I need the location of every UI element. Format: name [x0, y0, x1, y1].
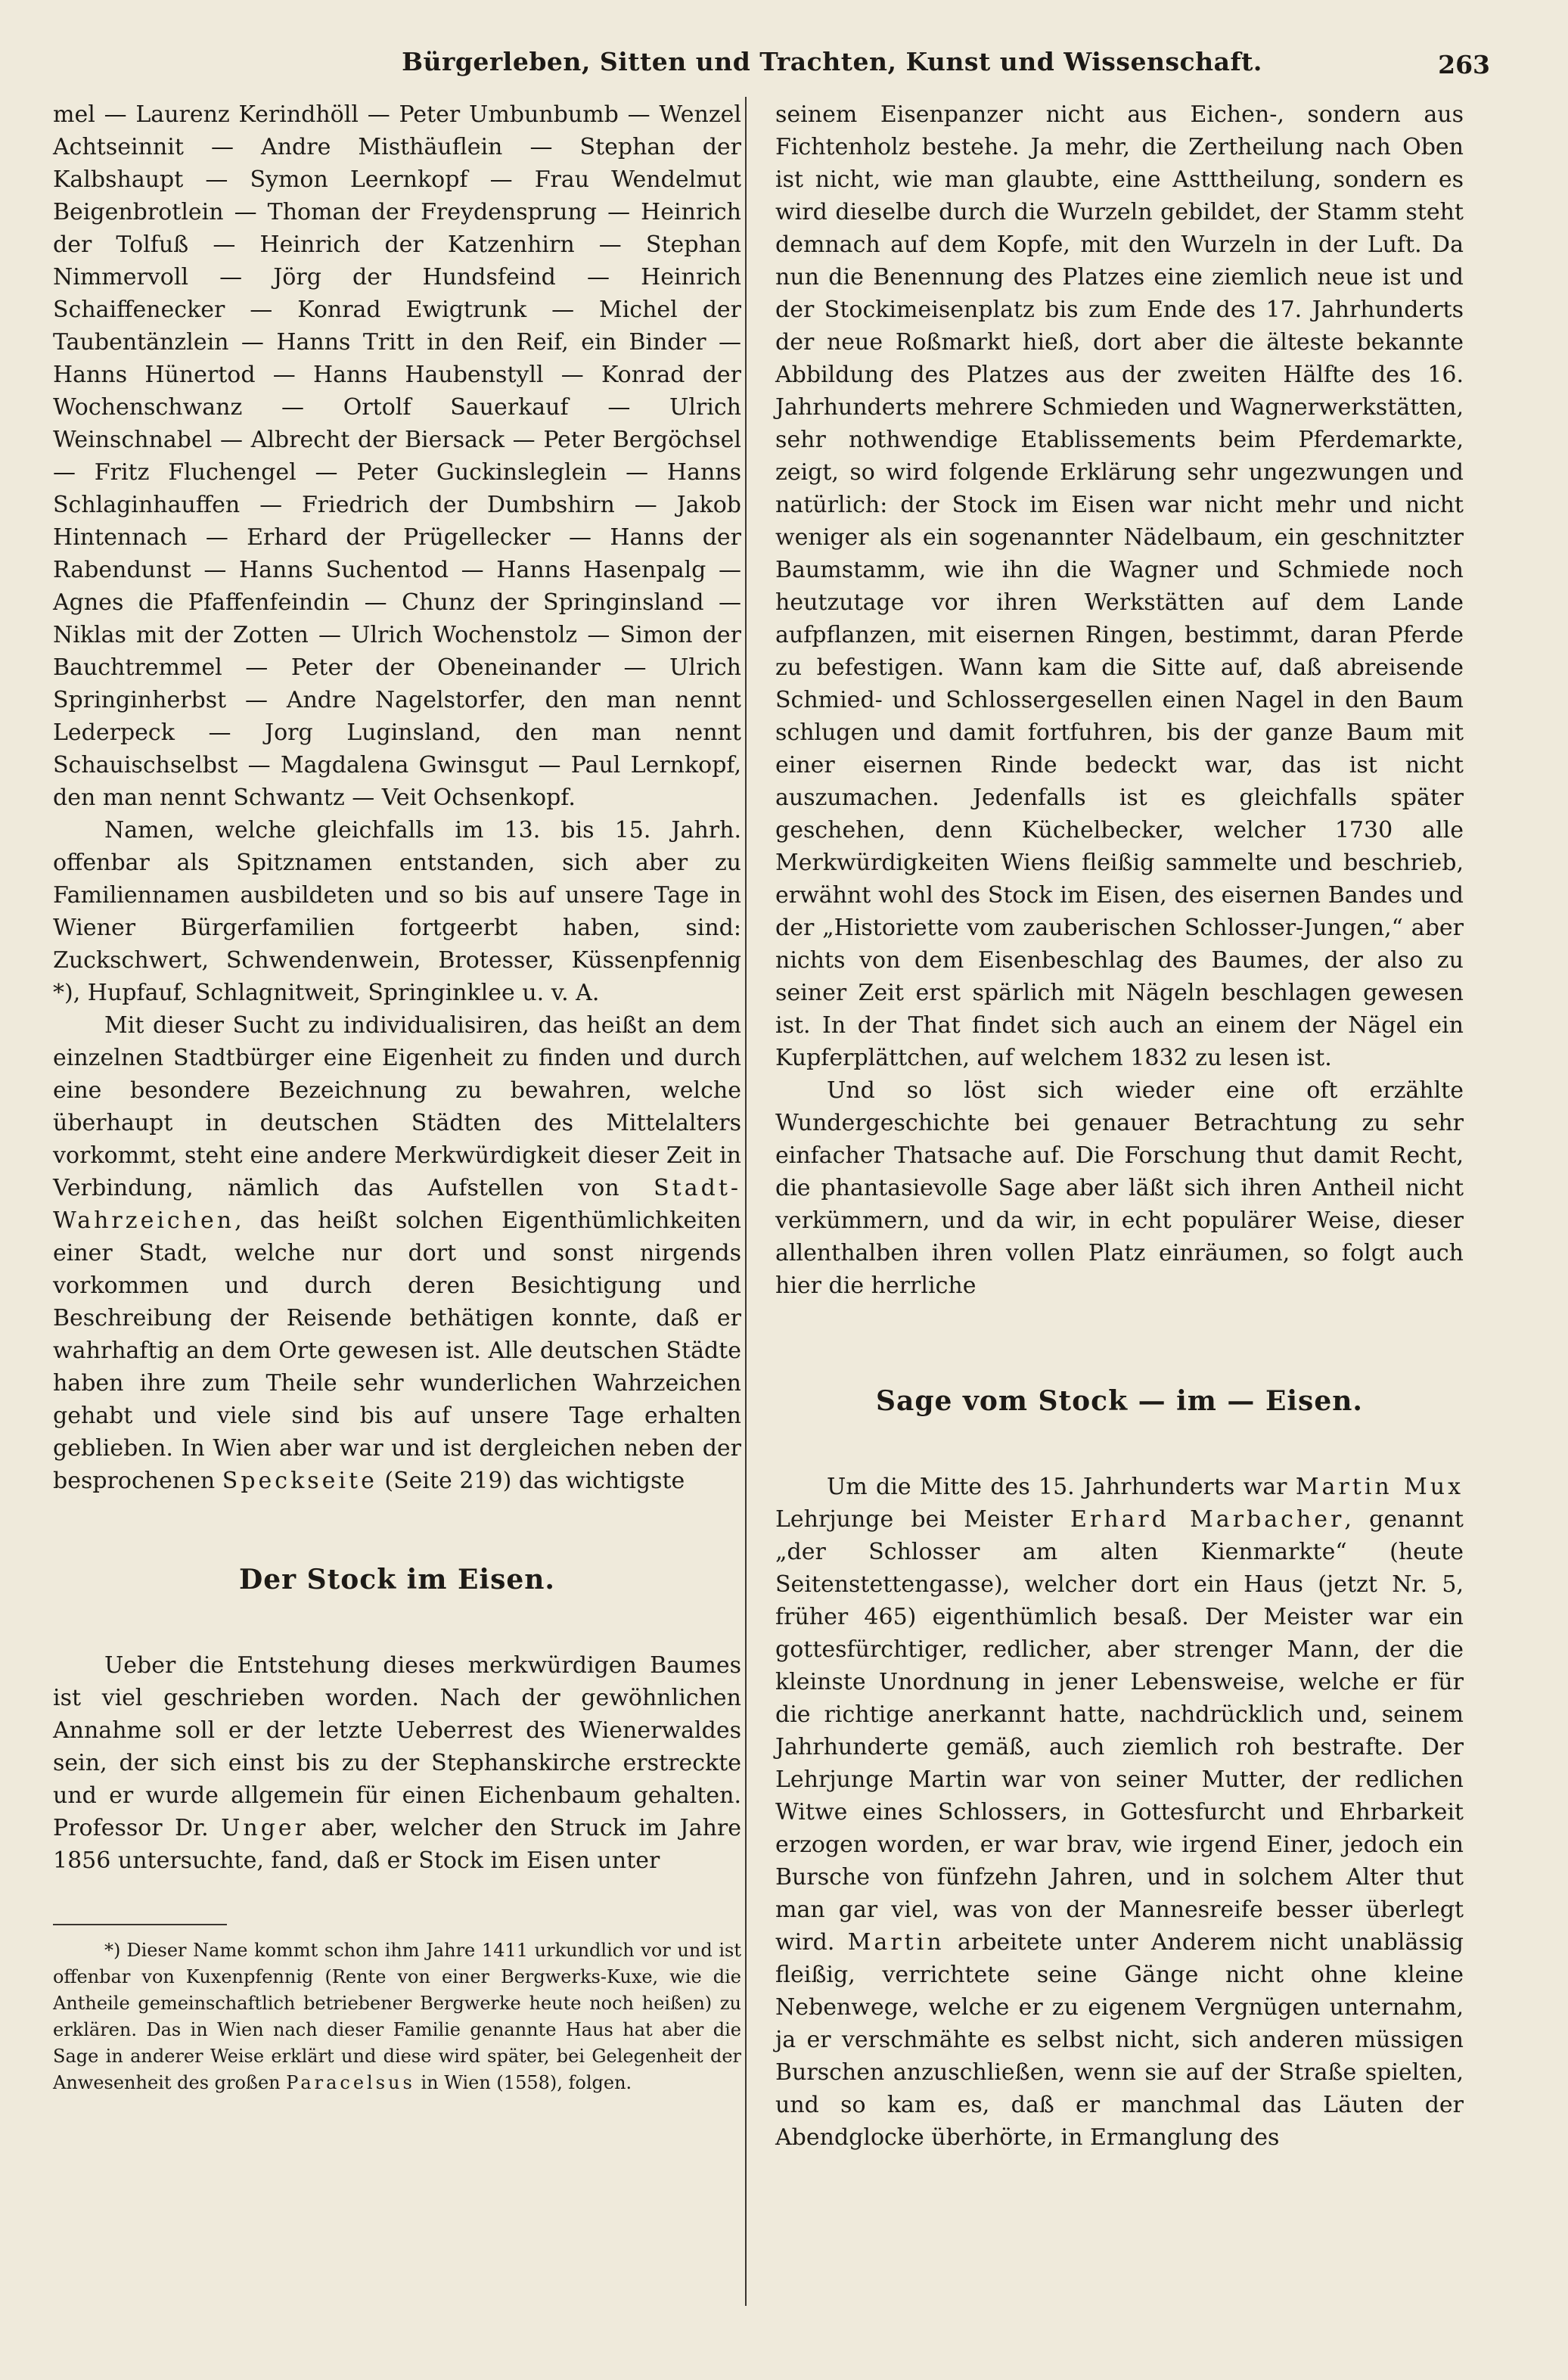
- right-column: [775, 98, 1464, 2154]
- page-number: 263: [1438, 50, 1490, 79]
- column-divider: [745, 97, 747, 2306]
- fichtenholz-paragraph: seinem Eisenpanzer nicht aus Eichen-, sondern aus Fichtenholz bestehe. Ja mehr, die Zertheilung nach Oben ist nicht, wie man glaubte, eine Astttheilung, sondern es wird dieselbe durch die Wurzeln gebildet, der Stamm steht demnach auf dem Kopfe, mit den Wurzeln in der Luft. Da nun die Benennung des Platzes eine ziemlich neue ist und der Stockimeisenplatz bis zum Ende des 17. Jahrhunderts der neue Roßmarkt hieß, dort aber die älteste bekannte Abbildung des Platzes aus der zweiten Hälfte des 16. Jahrhunderts mehrere Schmieden und Wagnerwerkstätten, sehr nothwendige Etablissements beim Pferdemarkte, zeigt, so wird folgende Erklärung sehr ungezwungen und natürlich: der Stock im Eisen war nicht mehr und nicht weniger als ein sogenannter Nädelbaum, ein geschnitzter Baumstamm, wie ihn die Wagner und Schmiede noch heutzutage vor ihren Werkstätten auf dem Lande aufpflanzen, mit eisernen Ringen, bestimmt, daran Pferde zu befestigen. Wann kam die Sitte auf, daß abreisende Schmied- und Schlossergesellen einen Nagel in den Baum schlugen und damit fortfuhren, bis der ganze Baum mit einer eisernen Rinde bedeckt war, das ist nicht auszumachen. Jedenfalls ist es gleichfalls später geschehen, denn Küchelbecker, welcher 1730 alle Merkwürdigkeiten Wiens fleißig sammelte und beschrieb, erwähnt wohl des Stock im Eisen, des eisernen Bandes und der „Historiette vom zauberischen Schlosser-Jungen,“ aber nichts von dem Eisenbeschlag des Baumes, der also zu seiner Zeit erst spärlich mit Nägeln beschlagen gewesen ist. In der That findet sich auch an einem der Nägel ein Kupferplättchen, auf welchem 1832 zu lesen ist.: [775, 101, 1464, 1071]
- stock-text-b: aber, welcher den Struck im Jahre 1856 untersuchte, fand, daß er Stock im Eisen unter: [53, 1815, 741, 1874]
- martin-mux-name: Martin Mux: [1295, 1474, 1464, 1500]
- wahrzeichen-text-c: (Seite 219) das wichtigste: [377, 1468, 685, 1494]
- stock-text-a: Ueber die Entstehung dieses merkwürdigen Baumes ist viel geschrieben worden. Nach der gewöhnlichen Annahme soll er der letzte Ueberrest des Wienerwaldes sein, der sich einst bis zu der Stephanskirche erstreckte und er wurde allgemein für einen Eichenbaum gehalten. Professor Dr.: [53, 1652, 741, 1841]
- sage-text-a: Um die Mitte des 15. Jahrhunderts war: [827, 1474, 1287, 1500]
- names-list-paragraph: mel — Laurenz Kerindhöll — Peter Umbunbumb — Wenzel Achtseinnit — Andre Misthäuflein — Stephan der Kalbshaupt — Symon Leernkopf — Frau Wendelmut Beigenbrotlein — Thoman der Freydensprung — Heinrich der Tolfuß — Heinrich der Katzenhirn — Stephan Nimmervoll — Jörg der Hundsfeind — Heinrich Schaiffenecker — Konrad Ewigtrunk — Michel der Taubentänzlein — Hanns Tritt in den Reif, ein Binder — Hanns Hünertod — Hanns Haubenstyll — Konrad der Wochenschwanz — Ortolf Sauerkauf — Ulrich Weinschnabel — Albrecht der Biersack — Peter Bergöchsel — Fritz Fluchengel — Peter Guckinsleglein — Hanns Schlaginhauffen — Friedrich der Dumbshirn — Jakob Hintennach — Erhard der Prügellecker — Hanns der Rabendunst — Hanns Suchentod — Hanns Hasenpalg — Agnes die Pfaffenfeindin — Chunz der Springinsland — Niklas mit der Zotten — Ulrich Wochenstolz — Simon der Bauchtremmel — Peter der Obeneinander — Ulrich Springinherbst — Andre Nagelstorfer, den man nennt Lederpeck — Jorg Luginsland, den man nennt Schauischselbst — Magdalena Gwinsgut — Paul Lernkopf, den man nennt Schwantz — Veit Ochsenkopf.: [53, 101, 741, 811]
- unger-name: Unger: [221, 1815, 309, 1841]
- wahrzeichen-text-b: , das heißt solchen Eigenthümlichkeiten einer Stadt, welche nur dort und sonst nirgends vorkommen und durch deren Besichtigung und Beschreibung der Reisende bethätigen konnte, daß er wahrhaftig an dem Orte gewesen ist. Alle deutschen Städte haben ihre zum Theile sehr wunderlichen Wahrzeichen gehabt und viele sind bis auf unsere Tage erhalten geblieben. In Wien aber war und ist dergleichen neben der besprochenen: [53, 1207, 741, 1494]
- sage-text-c: , genannt „der Schlosser am alten Kienmarkte“ (heute Seitenstettengasse), welcher dort ein Haus (jetzt Nr. 5, früher 465) eigenthümlich besaß. Der Meister war ein gottesfürchtiger, redlicher, aber strenger Mann, der die kleinste Unordnung in jener Lebensweise, welche er für die richtige anerkannt hatte, nachdrücklich und, seinem Jahrhunderte gemäß, auch ziemlich roh bestrafte. Der Lehrjunge Martin war von seiner Mutter, der redlichen Witwe eines Schlossers, in Gottesfurcht und Ehrbarkeit erzogen worden, er war brav, wie irgend Einer, jedoch ein Bursche von fünfzehn Jahren, und in solchem Alter thut man gar viel, was von der Mannesreife besser überlegt wird.: [775, 1506, 1464, 1956]
- sage-paragraph: [775, 1471, 1464, 2154]
- wahrzeichen-paragraph: [53, 1009, 741, 1497]
- stock-origin-paragraph: [53, 1649, 741, 1877]
- footnote-mark: *): [104, 1940, 121, 1961]
- sage-text-d: arbeitete unter Anderem nicht unablässig fleißig, verrichtete seine Gänge nicht ohne kleine Nebenwege, welche er zu eigenem Vergnügen unternahm, ja er verschmähte es selbst nicht, sich anderen müssigen Burschen anzuschließen, wenn sie auf der Straße spielten, und so kam es, daß er manchmal das Läuten der Abendglocke überhörte, in Ermanglung des: [775, 1929, 1464, 2151]
- martin-name: Martin: [847, 1929, 945, 1956]
- footnote-text-b: in Wien (1558), folgen.: [415, 2072, 632, 2093]
- running-head: Bürgerleben, Sitten und Trachten, Kunst und Wissenschaft.: [402, 47, 1262, 76]
- wundergeschichte-paragraph: Und so löst sich wieder eine oft erzählte Wundergeschichte bei genauer Betrachtung zu sehr einfacher Thatsache auf. Die Forschung thut damit Recht, die phantasievolle Sage aber läßt sich ihren Antheil nicht verkümmern, und da wir, in echt populärer Weise, dieser allenthalben ihren vollen Platz einräumen, so folgt auch hier die herrliche: [775, 1077, 1464, 1299]
- left-column: [53, 98, 741, 2096]
- footnote-text-a: Dieser Name kommt schon ihm Jahre 1411 urkundlich vor und ist offenbar von Kuxenpfennig (Rente von einer Bergwerks-Kuxe, wie die Antheile gemeinschaftlich betriebener Bergwerke heute noch heißen) zu erklären. Das in Wien nach dieser Familie genannte Haus hat aber die Sage in anderer Weise erklärt und diese wird später, bei Gelegenheit der Anwesenheit des großen: [53, 1940, 741, 2093]
- section-heading-stock: Der Stock im Eisen.: [239, 1564, 555, 1595]
- footnote-rule: [53, 1924, 227, 1925]
- family-names-paragraph: Namen, welche gleichfalls im 13. bis 15. Jahrh. offenbar als Spitznamen entstanden, sich aber zu Familiennamen ausbildeten und so bis auf unsere Tage in Wiener Bürgerfamilien fortgeerbt haben, sind: Zuckschwert, Schwendenwein, Brotesser, Küssenpfennig *), Hupfauf, Schlagnitweit, Springinklee u. v. A.: [53, 817, 741, 1006]
- stadt-wahrzeichen-term: Stadt-Wahrzeichen: [53, 1175, 742, 1234]
- erhard-marbacher-name: Erhard Marbacher: [1070, 1506, 1345, 1533]
- section-heading-sage: Sage vom Stock — im — Eisen.: [876, 1385, 1363, 1417]
- wahrzeichen-text-a: Mit dieser Sucht zu individualisiren, das heißt an dem einzelnen Stadtbürger eine Eigenheit zu finden und durch eine besondere Bezeichnung zu bewahren, welche überhaupt in deutschen Städten des Mittelalters vorkommt, steht eine andere Merkwürdigkeit dieser Zeit in Verbindung, nämlich das Aufstellen von: [53, 1012, 741, 1201]
- footnote: [53, 1937, 741, 2096]
- paracelsus-name: Paracelsus: [286, 2072, 415, 2093]
- speckseite-term: Speckseite: [222, 1468, 377, 1494]
- sage-text-b: Lehrjunge bei Meister: [775, 1506, 1053, 1533]
